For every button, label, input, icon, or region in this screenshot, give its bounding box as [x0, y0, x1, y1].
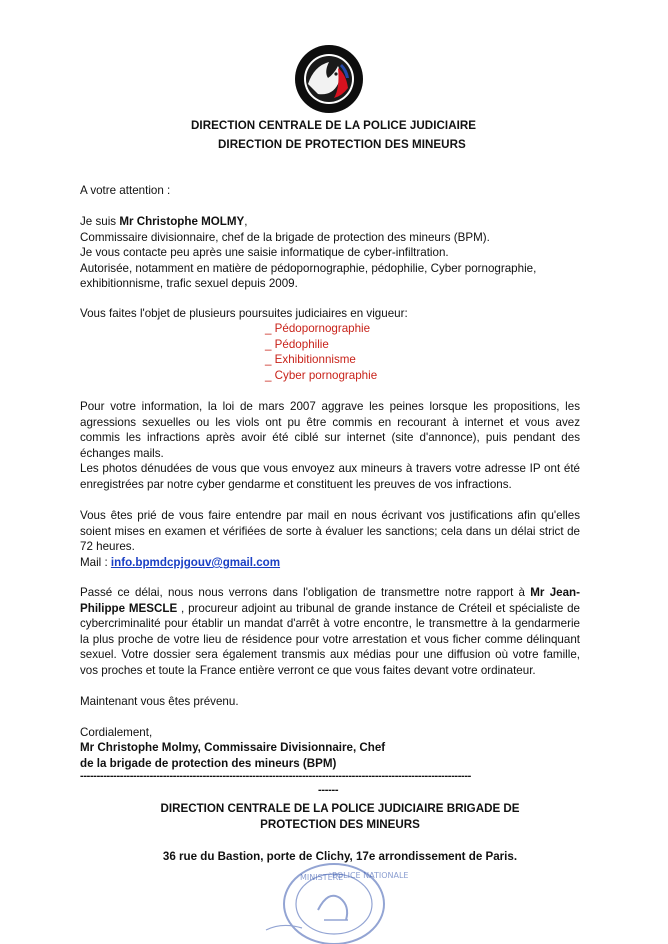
delay-before: Passé ce délai, nous nous verrons dans l'obligation de transmettre notre rapport à — [80, 586, 531, 599]
footer-title — [120, 801, 560, 832]
signature-block — [80, 740, 580, 771]
charge-item: _ Pédopornographie — [265, 322, 371, 335]
charges-list — [265, 321, 377, 383]
mail-line — [80, 555, 580, 571]
footer-line-2: PROTECTION DES MINEURS — [260, 817, 420, 831]
intro-prefix: Je suis — [80, 215, 120, 228]
header-line-2: DIRECTION DE PROTECTION DES MINEURS — [218, 138, 466, 151]
warned-line: Maintenant vous êtes prévenu. — [80, 695, 239, 708]
intro-line: Commissaire divisionnaire, chef de la brigade de protection des mineurs (BPM). — [80, 230, 490, 244]
mail-link[interactable]: info.bpmdcpjgouv@gmail.com — [110, 556, 281, 569]
mail-label: Mail : — [80, 556, 111, 569]
closing-line: Cordialement, — [80, 726, 153, 739]
delay-after: , procureur adjoint au tribunal de grande instance de Créteil et spécialiste de cybercriminalité pour établir un mandat d'arrêt à votre encontre, le transmettre à la gendarmerie la plus proche de votre lieu de résidence pour votre arrestation et vous ficher comme délinquant sexuel. Votre dossier sera également transmis aux médias pour une diffusion où votre famille, vos proches et toute la France entière verront ce que vous faites devant votre ordinateur. — [80, 601, 580, 677]
official-stamp-icon — [262, 850, 412, 944]
prosecutor-name: Mr Jean-Philippe MESCLE — [80, 586, 580, 615]
sender-name: Mr Christophe MOLMY — [119, 215, 245, 228]
charge-item: _ Exhibitionnisme — [265, 353, 356, 366]
stamp-text: POLICE NATIONALE — [332, 871, 409, 880]
separator-short: ------ — [318, 784, 339, 796]
paragraph-delay — [80, 585, 580, 678]
footer-address: 36 rue du Bastion, porte de Clichy, 17e arrondissement de Paris. — [162, 850, 518, 863]
intro-suffix: , — [244, 215, 248, 228]
paragraph-justify: Vous êtes prié de vous faire entendre par mail en nous écrivant vos justifications afin qu'elles soient mises en examen et vérifiées de sorte à évaluer les sanctions; cela dans un délai strict de 72 heures. — [80, 509, 580, 553]
intro-line: Je vous contacte peu après une saisie informatique de cyber-infiltration. — [80, 246, 449, 259]
charge-item: _ Cyber pornographie — [265, 368, 378, 382]
signature-line-2: de la brigade de protection des mineurs (BPM) — [80, 756, 337, 770]
footer-line-1: DIRECTION CENTRALE DE LA POLICE JUDICIAIRE BRIGADE DE — [160, 802, 520, 815]
intro-line: Autorisée, notamment en matière de pédopornographie, pédophilie, Cyber pornographie, — [80, 261, 537, 275]
intro-line: exhibitionnisme, trafic sexuel depuis 2009. — [80, 277, 298, 290]
charges-intro: Vous faites l'objet de plusieurs poursuites judiciaires en vigueur: — [80, 307, 408, 320]
paragraph-photos: Les photos dénudées de vous que vous envoyez aux mineurs à travers votre adresse IP ont été enregistrées par notre cyber gendarme et constituent les preuves de vos infractions. — [80, 462, 580, 491]
stamp-text: MINISTÈRE — [300, 873, 344, 882]
intro-block — [80, 214, 580, 292]
police-emblem-icon — [294, 44, 364, 114]
charge-item: _ Pédophilie — [265, 337, 329, 351]
paragraph-info: Pour votre information, la loi de mars 2007 aggrave les peines lorsque les propositions, les agressions sexuelles ou les viols ont pu être commis en recourant à internet et vous avez commis les infractions après avoir été ciblé sur internet (site d'annonce), puis pendant des échanges mails. — [80, 400, 580, 460]
signature-line-1: Mr Christophe Molmy, Commissaire Divisionnaire, Chef — [80, 741, 386, 754]
greeting: A votre attention : — [80, 184, 171, 197]
header-line-1: DIRECTION CENTRALE DE LA POLICE JUDICIAIRE — [191, 119, 477, 132]
separator-line: ---------------------------------------------------------------------------------------------------------------------- — [80, 770, 471, 782]
